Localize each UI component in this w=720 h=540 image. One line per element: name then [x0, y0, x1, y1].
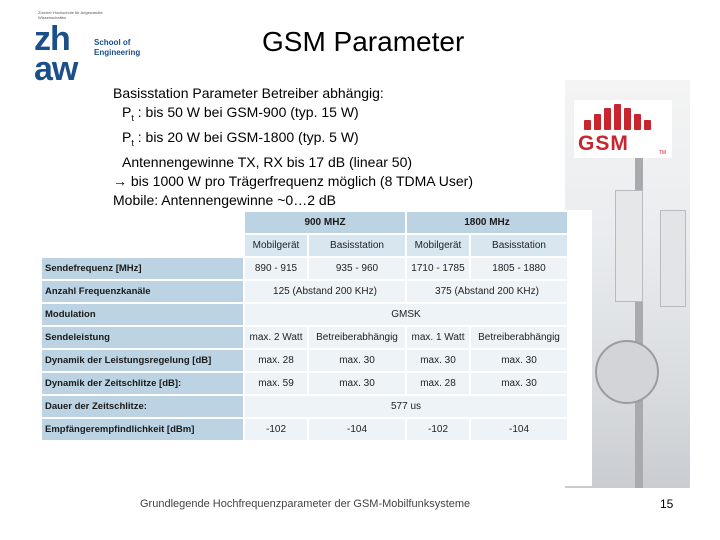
- logo-tagline: Zürcher Hochschule für Angewandte Wissenschaften: [38, 10, 103, 20]
- logo-school: [94, 38, 140, 58]
- table-row: Sendeleistung max. 2 Watt Betreiberabhängig max. 1 Watt Betreiberabhängig: [42, 327, 567, 348]
- col-base-1800: Basisstation: [471, 235, 567, 256]
- table-row: Sendefrequenz [MHz] 890 - 915 935 - 960 1710 - 1785 1805 - 1880: [42, 258, 567, 279]
- page-number: 15: [660, 497, 674, 511]
- logo-school-line2: Engineering: [94, 48, 141, 57]
- band-1800-header: 1800 MHz: [407, 212, 567, 233]
- antenna-panel-right: [660, 210, 686, 307]
- band-900-header: 900 MHZ: [245, 212, 405, 233]
- col-base-900: Basisstation: [309, 235, 405, 256]
- gsm-logo: [574, 100, 672, 158]
- logo-abbr-top: zh: [34, 20, 70, 58]
- col-mobile-900: Mobilgerät: [245, 235, 307, 256]
- col-mobile-1800: Mobilgerät: [407, 235, 469, 256]
- table-caption: Grundlegende Hochfrequenzparameter der GSM-Mobilfunksysteme: [140, 498, 471, 510]
- parameter-table: [40, 210, 592, 486]
- body-line-pt-1800: $P_t$ : bis 20 W bei GSM-1800 (typ. 5 W): [122, 128, 359, 148]
- arrow-icon: →: [113, 172, 127, 189]
- body-line-mobile: Mobile: Antennengewinne ~0…2 dB: [113, 191, 336, 208]
- dish-antenna: [595, 340, 659, 404]
- zhaw-logo: [34, 10, 144, 88]
- table-row: Dynamik der Zeitschlitze [dB]: max. 59 max. 30 max. 28 max. 30: [42, 373, 567, 394]
- table-row: Dynamik der Leistungsregelung [dB] max. 28 max. 30 max. 30 max. 30: [42, 350, 567, 371]
- body-line-traegerfrequenz: → bis 1000 W pro Trägerfrequenz möglich (8 TDMA User): [113, 172, 473, 189]
- gsm-logo-text: GSM: [578, 132, 629, 155]
- logo-abbr-bottom: aw: [34, 50, 78, 88]
- table-row: Dauer der Zeitschlitze: 577 us: [42, 396, 567, 417]
- body-line-antennengewinne: Antennengewinne TX, RX bis 17 dB (linear 50): [122, 153, 413, 170]
- body-text: [113, 84, 473, 210]
- gsm-logo-tm: TM: [658, 150, 666, 156]
- logo-abbreviation: [34, 20, 78, 88]
- body-line-pt-900: $P_t$ : bis 50 W bei GSM-900 (typ. 15 W): [122, 104, 359, 123]
- table-row: Anzahl Frequenzkanäle 125 (Abstand 200 KHz) 375 (Abstand 200 KHz): [42, 281, 567, 302]
- table-row: Empfängerempfindlichkeit [dBm] -102 -104 -102 -104: [42, 419, 567, 440]
- slide-title: GSM Parameter: [262, 26, 465, 57]
- logo-school-line1: School of: [94, 38, 131, 47]
- table-row: Modulation GMSK: [42, 304, 567, 325]
- antenna-panel-left: [615, 190, 643, 302]
- body-line-intro: Basisstation Parameter Betreiber abhängig:: [113, 85, 384, 101]
